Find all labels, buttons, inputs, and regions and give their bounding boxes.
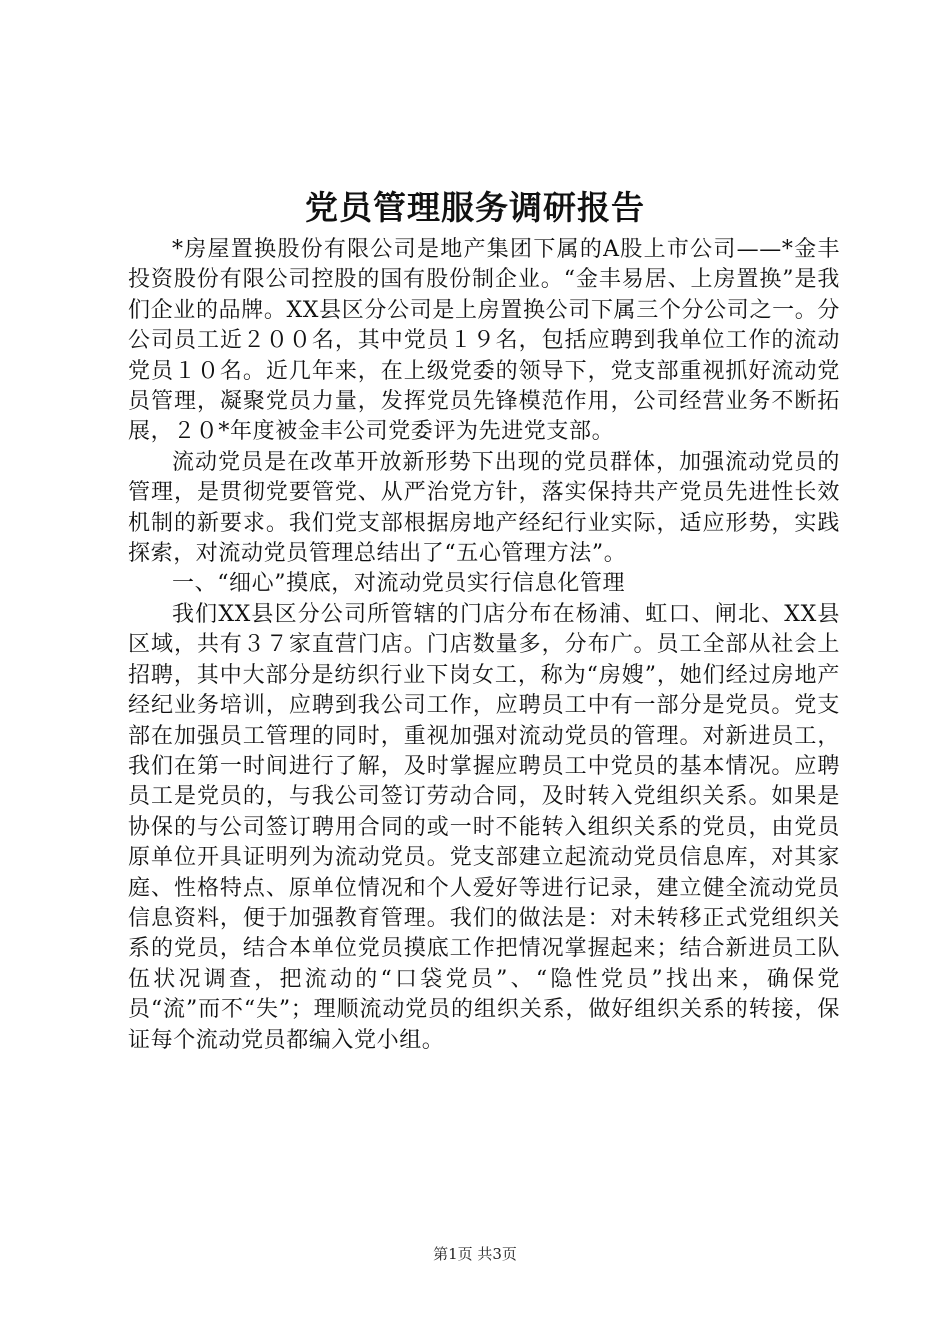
- paragraph-intro: *房屋置换股份有限公司是地产集团下属的A股上市公司——*金丰投资股份有限公司控股的国有股份制企业。“金丰易居、上房置换”是我们企业的品牌。XX县区分公司是上房置换公司下属三个分公司之一。分公司员工近２００名，其中党员１９名，包括应聘到我单位工作的流动党员１０名。近几年来，在上级党委的领导下，党支部重视抓好流动党员管理，凝聚党员力量，发挥党员先锋模范作用，公司经营业务不断拓展，２０*年度被金丰公司党委评为先进党支部。: [128, 237, 840, 445]
- paragraph-section-1: 我们XX县区分公司所管辖的门店分布在杨浦、虹口、闸北、XX县区域，共有３７家直营门店。门店数量多，分布广。员工全部从社会上招聘，其中大部分是纺织行业下岗女工，称为“房嫂”，她们经过房地产经纪业务培训，应聘到我公司工作，应聘员工中有一部分是党员。党支部在加强员工管理的同时，重视加强对流动党员的管理。对新进员工，我们在第一时间进行了解，及时掌握应聘员工中党员的基本情况。应聘员工是党员的，与我公司签订劳动合同，及时转入党组织关系。如果是协保的与公司签订聘用合同的或一时不能转入组织关系的党员，由党员原单位开具证明列为流动党员。党支部建立起流动党员信息库，对其家庭、性格特点、原单位情况和个人爱好等进行记录，建立健全流动党员信息资料，便于加强教育管理。我们的做法是：对未转移正式党组织关系的党员，结合本单位党员摸底工作把情况掌握起来；结合新进员工队伍状况调查，把流动的“口袋党员”、“隐性党员”找出来，确保党员“流”而不“失”；理顺流动党员的组织关系，做好组织关系的转接，保证每个流动党员都编入党小组。: [128, 601, 840, 1053]
- paragraph-background: 流动党员是在改革开放新形势下出现的党员群体，加强流动党员的管理，是贯彻党要管党、从严治党方针，落实保持共产党员先进性长效机制的新要求。我们党支部根据房地产经纪行业实际，适应形势，实践探索，对流动党员管理总结出了“五心管理方法”。: [128, 449, 840, 567]
- document-body: [128, 235, 840, 1056]
- section-heading-1: 一、“细心”摸底，对流动党员实行信息化管理: [172, 571, 626, 597]
- page-number-footer: 第1页 共3页: [433, 1245, 517, 1263]
- document-title: 党员管理服务调研报告: [305, 188, 645, 227]
